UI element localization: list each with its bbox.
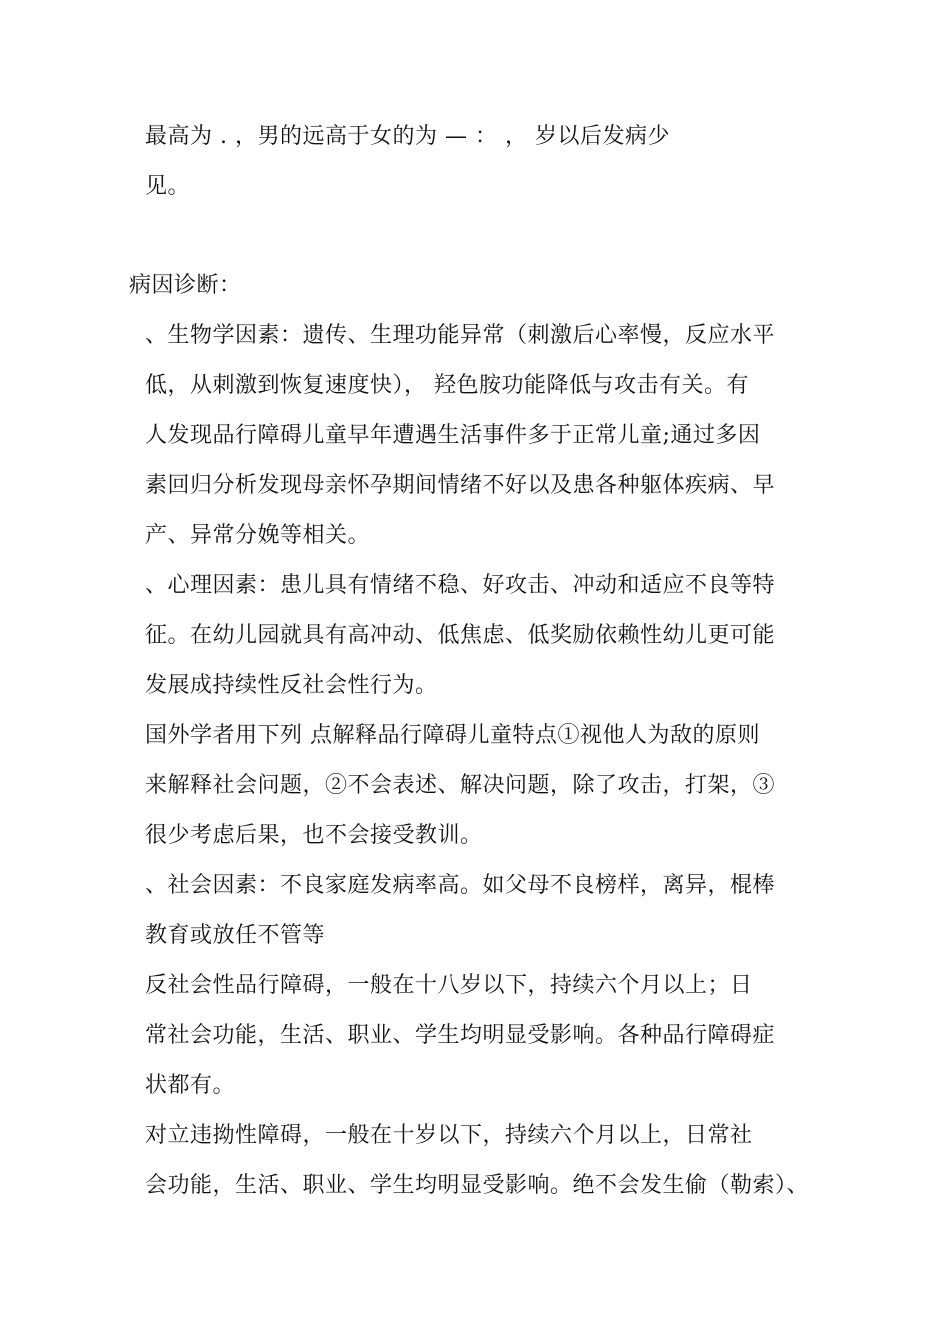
text-line: 发展成持续性反社会性行为。 bbox=[145, 673, 438, 698]
text-line: 国外学者用下列 点解释品行障碍儿童特点①视他人为敌的原则 bbox=[145, 723, 760, 748]
text-line: 、社会因素：不良家庭发病率高。如父母不良榜样，离异，棍棒 bbox=[145, 873, 776, 898]
text-line: 低，从刺激到恢复速度快）， 羟色胺功能降低与攻击有关。有 bbox=[145, 373, 749, 398]
text-line: 会功能，生活、职业、学生均明显受影响。绝不会发生偷（勒索）、 bbox=[145, 1173, 810, 1198]
text-line: 状都有。 bbox=[145, 1073, 236, 1098]
text-line: 教育或放任不管等 bbox=[145, 923, 326, 948]
text-line: 最高为 . ，男的远高于女的为 — ： ， 岁以后发病少 bbox=[145, 124, 670, 149]
text-line: 来解释社会问题，②不会表述、解决问题，除了攻击，打架，③ bbox=[145, 773, 776, 798]
text-line: 常社会功能，生活、职业、学生均明显受影响。各种品行障碍症 bbox=[145, 1023, 776, 1048]
text-line: 征。在幼儿园就具有高冲动、低焦虑、低奖励依赖性幼儿更可能 bbox=[145, 623, 776, 648]
text-line: 产、异常分娩等相关。 bbox=[145, 523, 371, 548]
text-line: 、生物学因素：遗传、生理功能异常（刺激后心率慢，反应水平 bbox=[145, 323, 776, 348]
text-line: 、心理因素：患儿具有情绪不稳、好攻击、冲动和适应不良等特 bbox=[145, 573, 776, 598]
text-line: 见。 bbox=[145, 174, 191, 199]
text-line: 素回归分析发现母亲怀孕期间情绪不好以及患各种躯体疾病、早 bbox=[145, 473, 776, 498]
text-line: 对立违拗性障碍，一般在十岁以下，持续六个月以上，日常社 bbox=[145, 1123, 753, 1148]
text-line: 很少考虑后果，也不会接受教训。 bbox=[145, 823, 483, 848]
section-heading: 病因诊断： bbox=[129, 273, 242, 298]
text-line: 人发现品行障碍儿童早年遭遇生活事件多于正常儿童;通过多因 bbox=[145, 423, 761, 448]
text-line: 反社会性品行障碍，一般在十八岁以下，持续六个月以上；日 bbox=[145, 973, 753, 998]
